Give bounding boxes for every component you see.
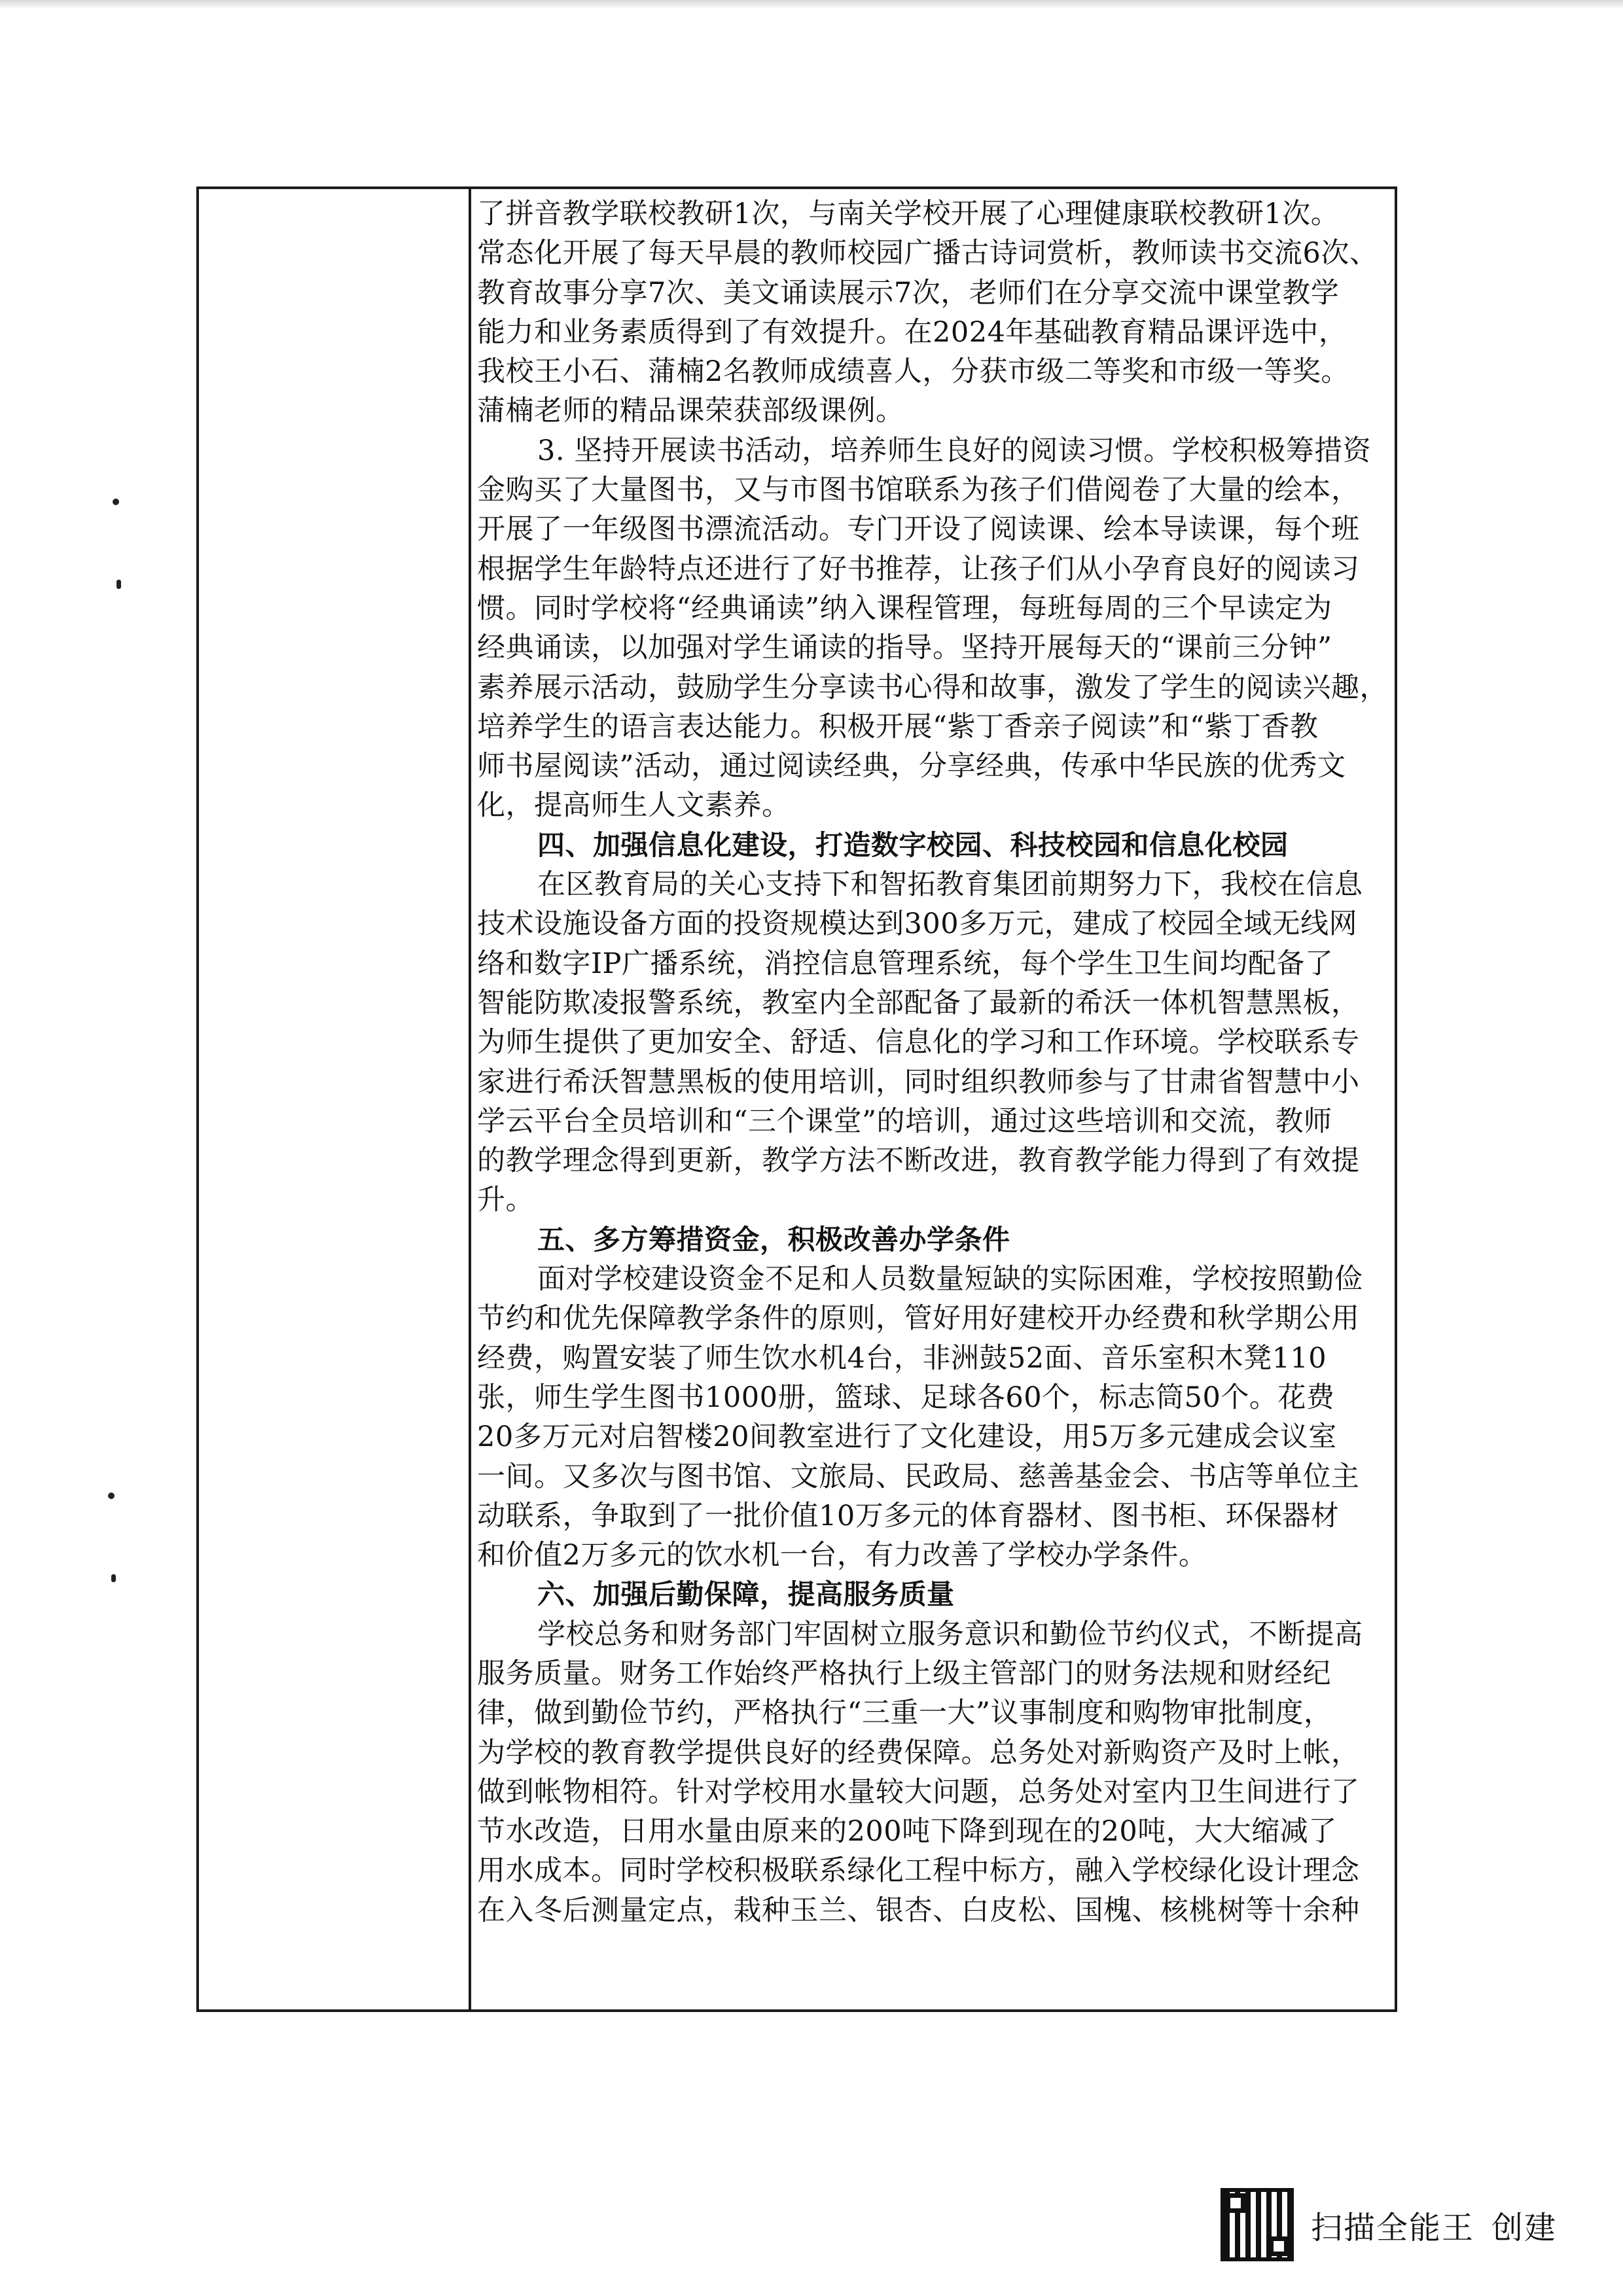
text-line: 动联系，争取到了一批价值10万多元的体育器材、图书柜、环保器材 — [477, 1499, 1340, 1532]
text-line: 家进行希沃智慧黑板的使用培训，同时组织教师参与了甘肃省智慧中小 — [477, 1065, 1360, 1099]
text-line: 了拼音教学联校教研1次，与南关学校开展了心理健康联校教研1次。 — [477, 198, 1340, 230]
text-line: 节约和优先保障教学条件的原则，管好用好建校开办经费和秋学期公用 — [477, 1302, 1360, 1335]
text-line: 的教学理念得到更新，教学方法不断改进，教育教学能力得到了有效提 — [477, 1144, 1360, 1178]
text-line: 经费，购置安装了师生饮水机4台，非洲鼓52面、音乐室积木凳110 — [477, 1341, 1327, 1375]
watermark-app-name: 扫描全能王 — [1311, 2209, 1475, 2246]
text-line: 在入冬后测量定点，栽种玉兰、银杏、白皮松、国槐、核桃树等十余种 — [477, 1894, 1360, 1927]
scan-speck — [108, 1492, 115, 1499]
text-line: 技术设施设备方面的投资规模达到300多万元，建成了校园全域无线网 — [477, 908, 1358, 941]
text-line: 能力和业务素质得到了有效提升。在2024年基础教育精品课评选中， — [477, 315, 1347, 349]
text-line: 络和数字IP广播系统，消控信息管理系统，每个学生卫生间均配备了 — [477, 947, 1334, 980]
text-line: 做到帐物相符。针对学校用水量较大问题，总务处对室内卫生间进行了 — [477, 1775, 1360, 1809]
text-line: 素养展示活动，鼓励学生分享读书心得和故事，激发了学生的阅读兴趣， — [477, 671, 1388, 704]
text-line: 培养学生的语言表达能力。积极开展“紫丁香亲子阅读”和“紫丁香教 — [477, 710, 1319, 743]
section-heading: 四、加强信息化建设，打造数字校园、科技校园和信息化校园 — [537, 828, 1289, 861]
text-line: 服务质量。财务工作始终严格执行上级主管部门的财务法规和财经纪 — [477, 1657, 1331, 1690]
section-heading: 六、加强后勤保障，提高服务质量 — [537, 1578, 955, 1611]
scan-speck — [113, 499, 119, 505]
text-line: 智能防欺凌报警系统，教室内全部配备了最新的希沃一体机智慧黑板， — [477, 986, 1360, 1019]
text-line: 律，做到勤俭节约，严格执行“三重一大”议事制度和购物审批制度， — [477, 1697, 1332, 1730]
scan-speck — [111, 1574, 116, 1582]
qr-code-icon — [1221, 2188, 1294, 2261]
text-line: 面对学校建设资金不足和人员数量短缺的实际困难，学校按照勤俭 — [537, 1263, 1363, 1296]
text-line: 升。 — [477, 1184, 534, 1217]
document-table — [196, 186, 1397, 2012]
column-divider — [469, 189, 471, 2009]
text-line: 一间。又多次与图书馆、文旅局、民政局、慈善基金会、书店等单位主 — [477, 1460, 1360, 1493]
text-line: 和价值2万多元的饮水机一台，有力改善了学校办学条件。 — [477, 1539, 1207, 1572]
text-line: 教育故事分享7次、美文诵读展示7次，老师们在分享交流中课堂教学 — [477, 276, 1340, 309]
scanner-watermark — [1221, 2185, 1557, 2264]
text-line: 在区教育局的关心支持下和智拓教育集团前期努力下，我校在信息 — [537, 868, 1363, 902]
text-line: 经典诵读，以加强对学生诵读的指导。坚持开展每天的“课前三分钟” — [477, 631, 1332, 665]
text-line: 我校王小石、蒲楠2名教师成绩喜人，分获市级二等奖和市级一等奖。 — [477, 355, 1349, 389]
watermark-action: 创建 — [1491, 2209, 1558, 2246]
scan-speck — [116, 580, 121, 589]
scan-edge — [0, 0, 1623, 9]
text-line: 师书屋阅读”活动，通过阅读经典，分享经典，传承中华民族的优秀文 — [477, 750, 1346, 783]
text-line: 20多万元对启智楼20间教室进行了文化建设，用5万多元建成会议室 — [477, 1421, 1337, 1454]
text-line: 根据学生年龄特点还进行了好书推荐，让孩子们从小孕育良好的阅读习 — [477, 552, 1360, 586]
document-body — [477, 194, 1390, 2007]
text-line: 常态化开展了每天早晨的教师校园广播古诗词赏析，教师读书交流6次、 — [477, 237, 1378, 270]
section-heading: 五、多方筹措资金，积极改善办学条件 — [537, 1223, 1010, 1256]
text-line: 为师生提供了更加安全、舒适、信息化的学习和工作环境。学校联系专 — [477, 1026, 1360, 1059]
text-line: 学云平台全员培训和“三个课堂”的培训，通过这些培训和交流，教师 — [477, 1104, 1332, 1138]
text-line: 用水成本。同时学校积极联系绿化工程中标方，融入学校绿化设计理念 — [477, 1854, 1360, 1888]
text-line: 3. 坚持开展读书活动，培养师生良好的阅读习惯。学校积极筹措资 — [537, 434, 1372, 467]
text-line: 开展了一年级图书漂流活动。专门开设了阅读课、绘本导读课，每个班 — [477, 513, 1360, 546]
text-line: 化，提高师生人文素养。 — [477, 789, 791, 822]
text-line: 为学校的教育教学提供良好的经费保障。总务处对新购资产及时上帐， — [477, 1736, 1360, 1769]
text-line: 金购买了大量图书，又与市图书馆联系为孩子们借阅卷了大量的绘本， — [477, 474, 1360, 507]
text-line: 学校总务和财务部门牢固树立服务意识和勤俭节约仪式，不断提高 — [537, 1617, 1363, 1651]
text-line: 蒲楠老师的精品课荣获部级课例。 — [477, 395, 904, 428]
text-line: 张，师生学生图书1000册，篮球、足球各60个，标志筒50个。花费 — [477, 1381, 1335, 1414]
text-line: 节水改造，日用水量由原来的200吨下降到现在的20吨，大大缩减了 — [477, 1815, 1337, 1848]
text-line: 惯。同时学校将“经典诵读”纳入课程管理，每班每周的三个早读定为 — [477, 592, 1332, 625]
